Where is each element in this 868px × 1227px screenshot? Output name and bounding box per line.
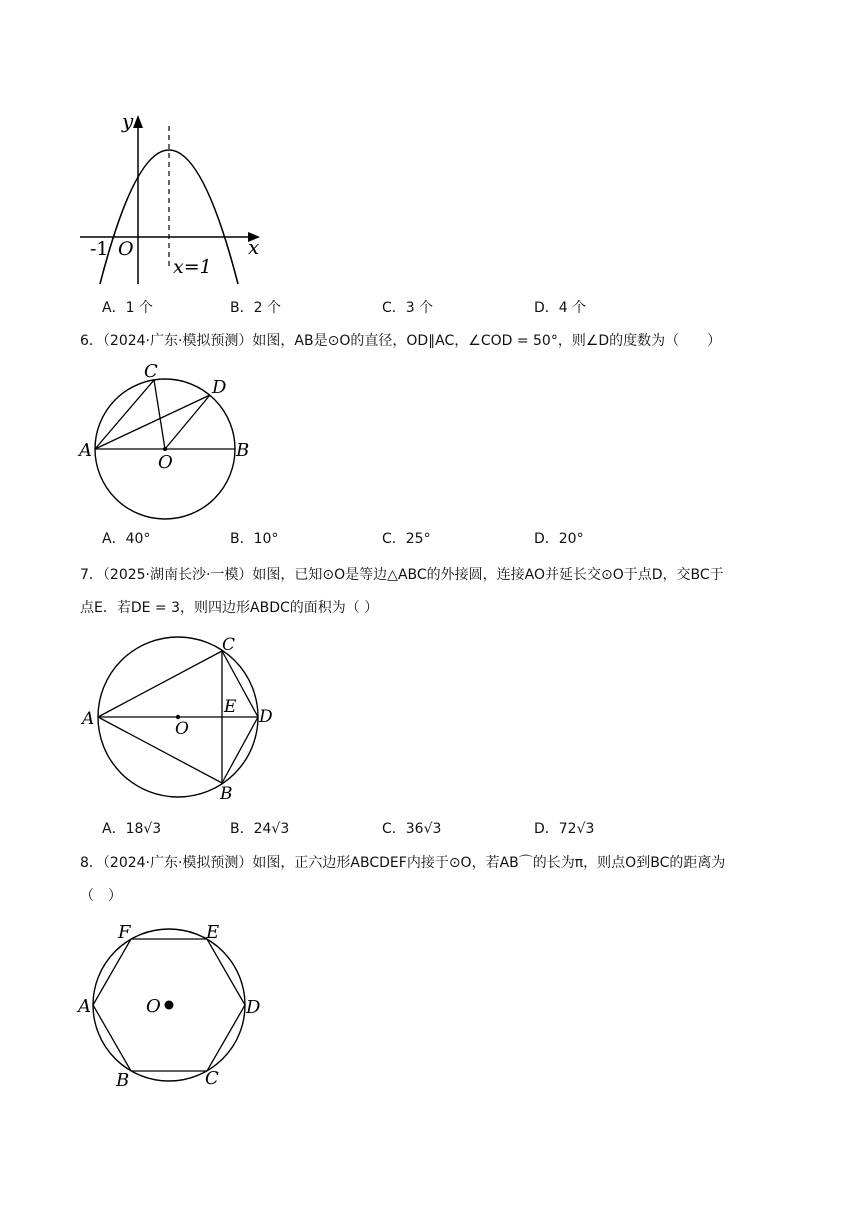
label-a: A (79, 440, 92, 461)
y-axis-label: y (122, 109, 134, 133)
y-axis-arrow (133, 115, 143, 128)
origin-label: O (118, 238, 134, 260)
q8-stem-line2: （ ） (80, 888, 122, 904)
q6-option-c: C．25° (382, 531, 431, 547)
label-o: O (175, 719, 189, 739)
label-b: B (236, 440, 250, 461)
label-b: B (116, 1070, 130, 1091)
label-d: D (212, 377, 227, 398)
q6-option-a: A．40° (102, 531, 151, 547)
neg-one-label: -1 (90, 238, 109, 260)
q5-option-d: D．4 个 (534, 300, 587, 316)
label-c: C (205, 1068, 219, 1089)
q6-option-d: D．20° (534, 531, 584, 547)
label-d: D (246, 997, 261, 1018)
q8-stem-line1: 8．（2024·广东·模拟预测）如图，正六边形ABCDEF内接于⊙O，若AB⌒的长为π，则点O到BC的距离为 (80, 855, 726, 871)
symmetry-label: x=1 (173, 256, 212, 278)
x-axis-label: x (248, 235, 260, 259)
q7-stem-line2: 点E．若DE = 3，则四边形ABDC的面积为（ ） (80, 600, 379, 616)
label-e: E (224, 697, 237, 717)
label-e: E (206, 922, 220, 943)
q6-option-b: B．10° (230, 531, 279, 547)
q7-option-c: C．36√3 (382, 821, 442, 837)
q7-circle-figure (76, 632, 286, 807)
label-f: F (118, 922, 131, 943)
label-d: D (259, 707, 273, 727)
q7-option-a: A．18√3 (102, 821, 162, 837)
label-c: C (144, 361, 158, 382)
q5-parabola-figure (74, 106, 274, 286)
label-o: O (158, 452, 173, 473)
label-a: A (82, 709, 95, 729)
q5-option-a: A．1 个 (102, 300, 153, 316)
label-b: B (220, 784, 233, 804)
label-o: O (146, 996, 161, 1017)
label-a: A (78, 996, 91, 1017)
q8-hexagon-figure (76, 918, 276, 1094)
q7-stem-line1: 7．（2025·湖南长沙·一模）如图，已知⊙O是等边△ABC的外接圆，连接AO并延长交⊙O于点D，交BC于 (80, 567, 724, 583)
label-c: C (222, 635, 236, 655)
q5-option-b: B．2 个 (230, 300, 281, 316)
q6-stem: 6．（2024·广东·模拟预测）如图，AB是⊙O的直径，OD∥AC，∠COD = 50°，则∠D的度数为（ ） (80, 333, 722, 349)
q7-option-b: B．24√3 (230, 821, 290, 837)
center-dot (165, 1001, 174, 1010)
q7-option-d: D．72√3 (534, 821, 595, 837)
q5-option-c: C．3 个 (382, 300, 434, 316)
q6-circle-figure (74, 356, 264, 526)
